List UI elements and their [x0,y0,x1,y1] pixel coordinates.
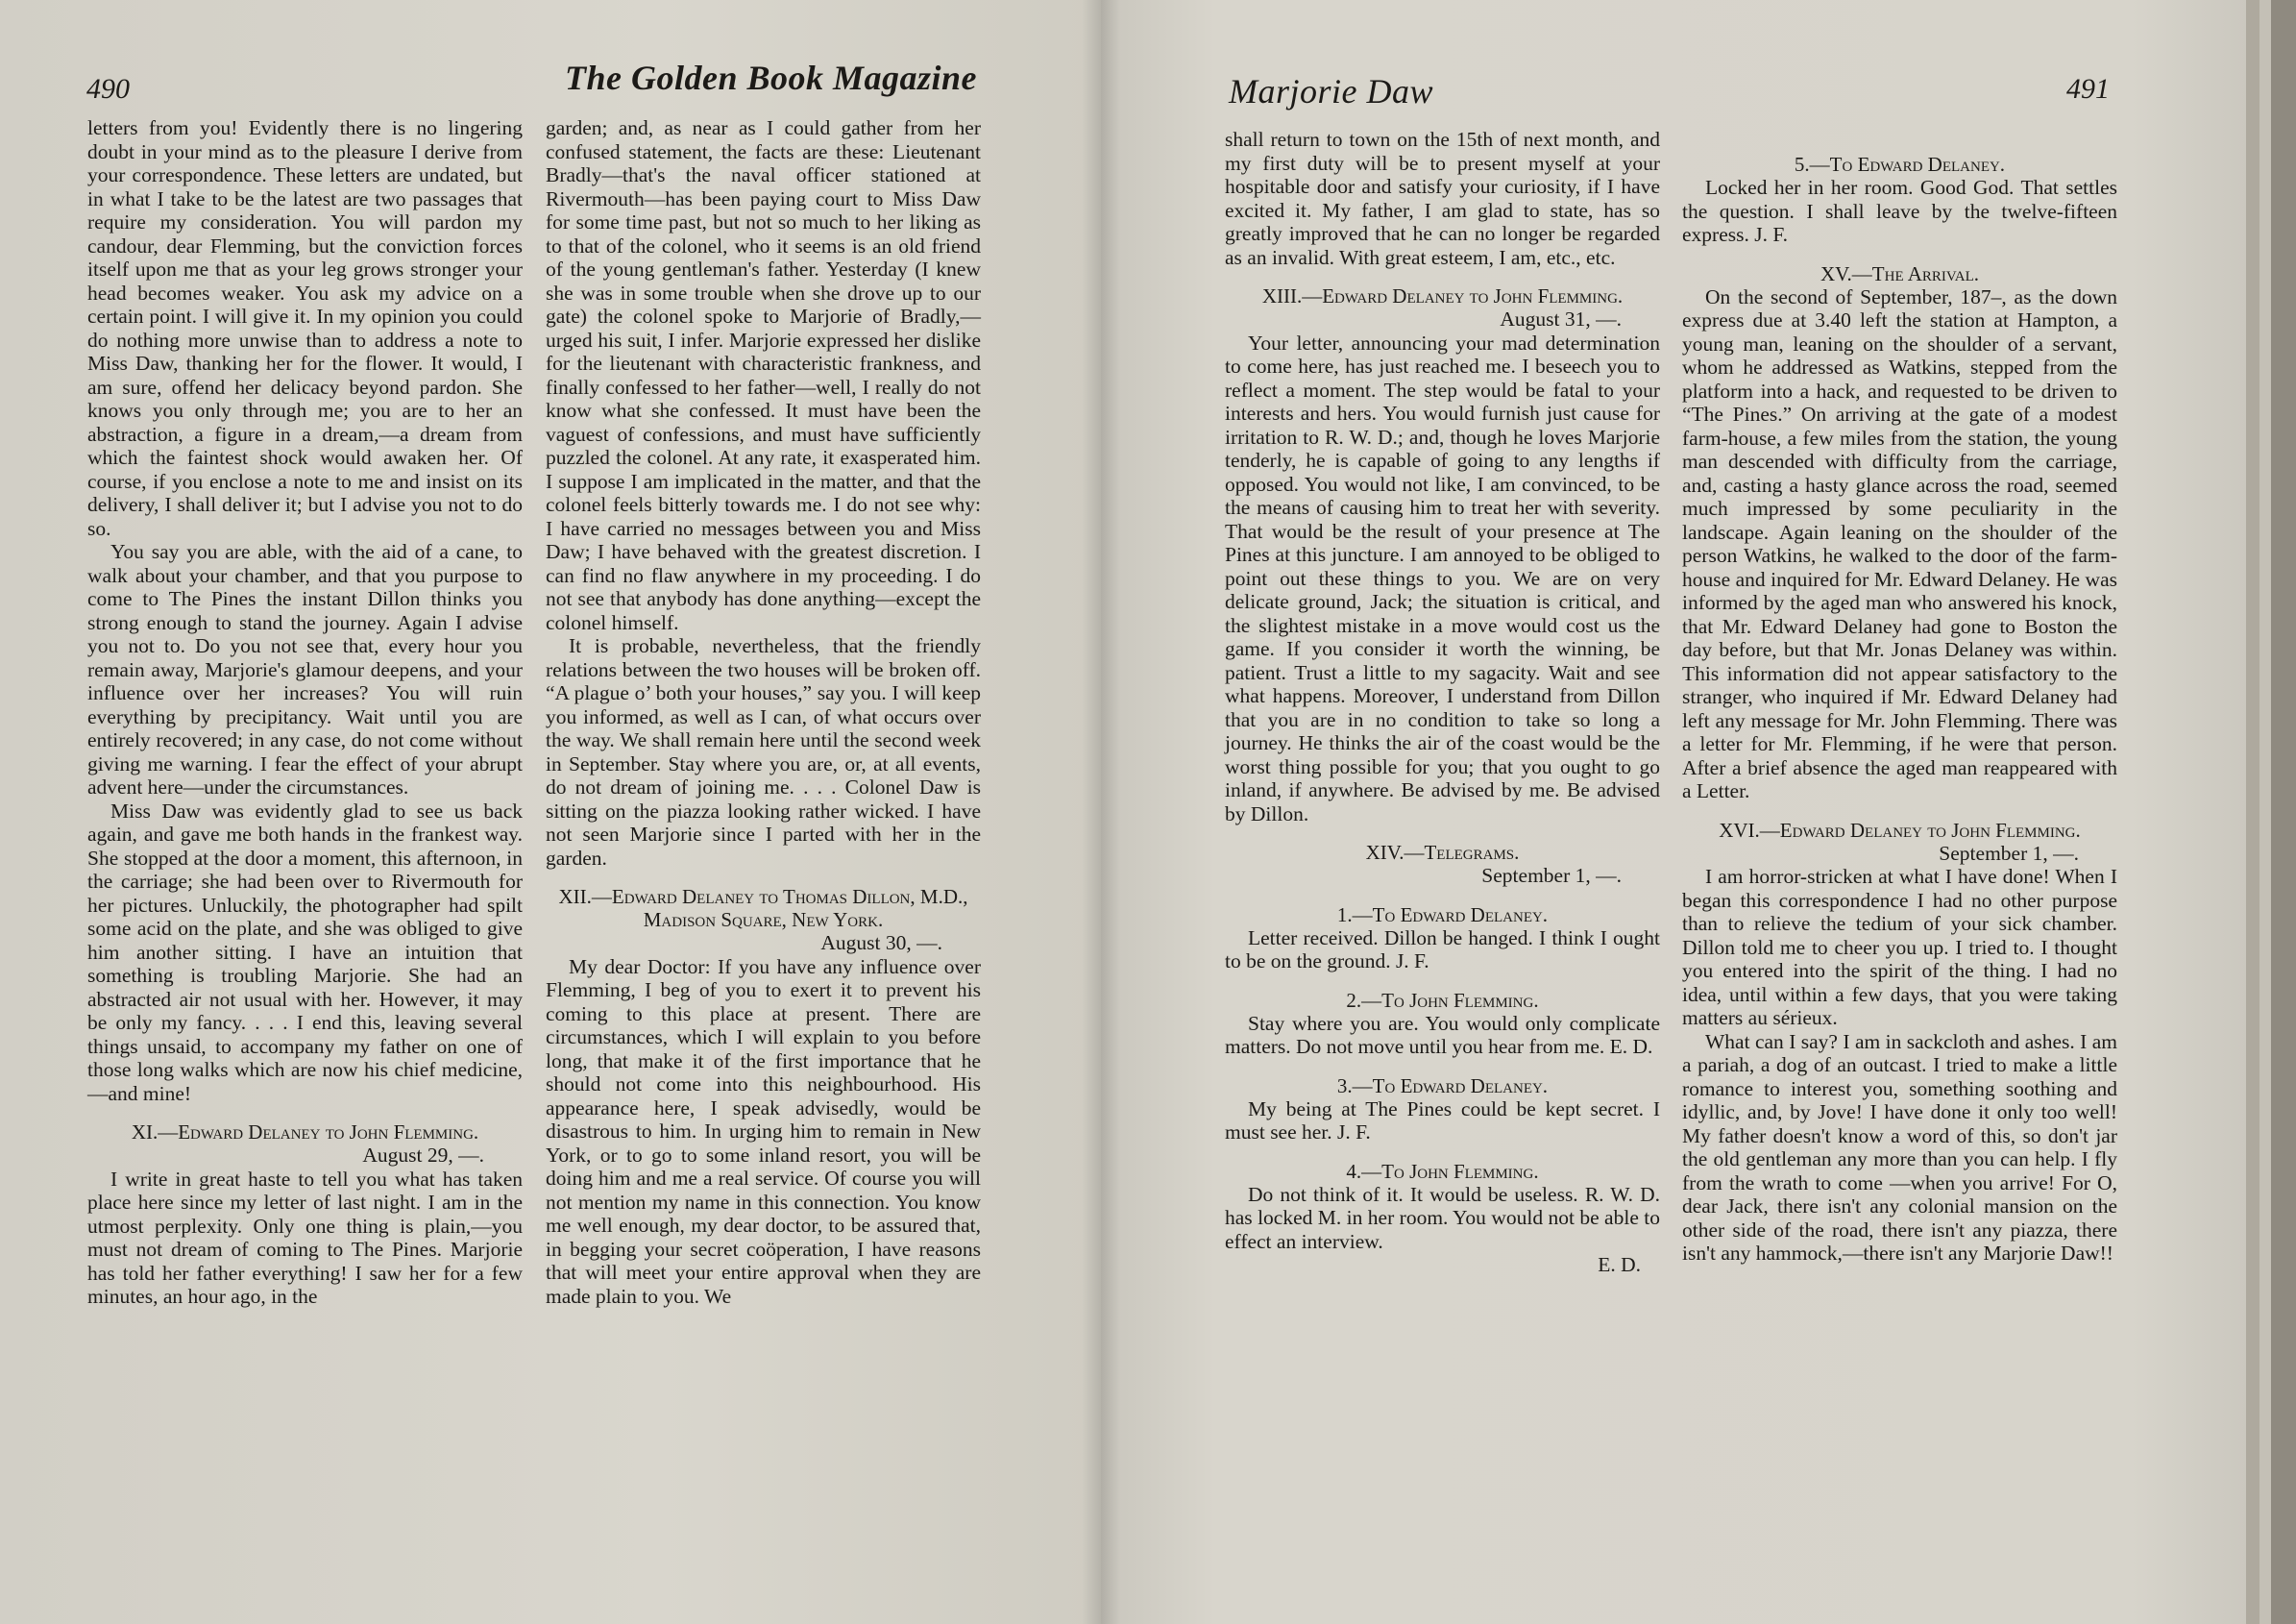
signature: E. D. [1598,1253,1641,1276]
page-edge [2246,0,2259,1624]
running-head-right: Marjorie Daw [1229,72,1433,111]
paragraph: Do not think of it. It would be useless. R. W. D. has locked M. in her room. You would not be able to effect an interview. [1225,1182,1660,1253]
paragraph: My dear Doctor: If you have any influence over Flemming, I beg of you to exert it to prevent his coming to this place at present. There are circumstances, which I will explain to you before long, that make it of the first importance that he should not come into this neighbourhood. His appearance here, I speak advisedly, would be disastrous to him. In urging him to remain in New York, or to go to some inland resort, you will be doing him and me a real service. Of course you will not mention my name in this connection. You know me well enough, my dear doctor, to be assured that, in begging your secret coöperation, I have reasons that will meet your entire approval when they are made plain to you. We [546,954,981,1308]
right-page-column-2 [1682,137,2117,1266]
running-head-left: The Golden Book Magazine [565,59,978,97]
letter-heading: XV.—The Arrival. [1820,261,1980,285]
letter-date: September 1, —. [1939,841,2079,865]
letter-date: September 1, —. [1481,864,1622,887]
paragraph: What can I say? I am in sackcloth and ashes. I am a pariah, a dog of an outcast. I tried to make a little romance to interest you, something soothing and idyllic, and, by Jove! I have done it only too well! My father doesn't know a word of this, so don't jar the old gentleman any more than you can help. I fly from the wrath to come —when you arrive! For O, dear Jack, there isn't any colonial mansion on the other side of the road, there isn't any piazza, there isn't any hammock,—there isn't any Marjorie Daw!! [1682,1029,2117,1265]
letter-heading: 5.—To Edward Delaney. [1794,153,2006,176]
letter-heading: XII.—Edward Delaney to Thomas Dillon, M.D., Madison Square, New York. [558,885,968,931]
letter-date: August 29, —. [362,1144,484,1167]
left-page-column-2 [546,116,981,1308]
right-page [1101,0,2246,1624]
paragraph: My being at The Pines could be kept secret. I must see her. J. F. [1225,1096,1660,1144]
book-gutter [1082,0,1120,1624]
page-number-left: 490 [86,73,130,105]
book-cover-edge [2271,0,2296,1624]
letter-heading: XI.—Edward Delaney to John Flemming. [131,1120,479,1144]
left-page [0,0,1101,1624]
letter-heading: XVI.—Edward Delaney to John Flemming. [1719,818,2081,842]
letter-date: August 31, —. [1500,308,1622,331]
paragraph: It is probable, nevertheless, that the friendly relations between the two houses will be broken off. “A plague o’ both your houses,” say you. I will keep you informed, as well as I can, of what occurs over the way. We shall remain here until the second week in September. Stay where you are, or, at all events, do not dream of joining me. . . . Colonel Daw is sitting on the piazza looking rather wicked. I have not seen Marjorie since I parted with her in the garden. [546,634,981,870]
letter-heading: 1.—To Edward Delaney. [1336,902,1549,926]
paragraph: I write in great haste to tell you what has taken place here since my letter of last night. I am in the utmost perplexity. Only one thing is plain,—you must not dream of coming to The Pines. Marjorie has told her father everything! I saw her for a few minutes, an hour ago, in the [87,1167,523,1308]
paragraph: garden; and, as near as I could gather from her confused statement, the facts are these: Lieutenant Bradly—that's the naval officer stationed at Rivermouth—has been paying court to Miss Daw for some time past, but not so much to her liking as to that of the colonel, who it seems is an old friend of the young gentleman's father. Yesterday (I knew she was in some trouble when she drove up to our gate) the colonel spoke to Marjorie of Bradly,—urged his suit, I infer. Marjorie expressed her dislike for the lieutenant with characteristic frankness, and finally confessed to her father—well, I really do not know what she confessed. It must have been the vaguest of confessions, and must have sufficiently puzzled the colonel. At any rate, it exasperated him. I suppose I am implicated in the matter, and that the colonel feels bitterly towards me. I do not see why: I have carried no messages between you and Miss Daw; I have behaved with the greatest discretion. I can find no flaw anywhere in my proceeding. I do not see that anybody has done anything—except the colonel himself. [546,116,981,634]
right-page-column-1 [1225,128,1660,1277]
paragraph: Your letter, announcing your mad determination to come here, has just reached me. I beseech you to reflect a moment. The step would be fatal to your interests and hers. You would furnish just cause for irritation to R. W. D.; and, though he loves Marjorie tenderly, he is capable of going to any lengths if opposed. You would not like, I am convinced, to be the means of causing him to treat her with severity. That would be the result of your presence at The Pines at this juncture. I am annoyed to be obliged to point out these things to you. We are on very delicate ground, Jack; the situation is critical, and the slightest mistake in a move would cost us the game. If you consider it worth the winning, be patient. Trust a little to my sagacity. Wait and see what happens. Moreover, I understand from Dillon that you are in no condition to take so long a journey. He thinks the air of the coast would be the worst thing possible for you; that you ought to go inland, if anywhere. Be advised by me. Be advised by Dillon. [1225,331,1660,825]
page-edge [2259,0,2271,1624]
letter-heading: 3.—To Edward Delaney. [1336,1073,1549,1097]
paragraph: Locked her in her room. Good God. That settles the question. I shall leave by the twelve-fifteen express. J. F. [1682,176,2117,246]
paragraph: Miss Daw was evidently glad to see us back again, and gave me both hands in the frankest way. She stopped at the door a moment, this afternoon, in the carriage; she had been over to Rivermouth for her pictures. Unluckily, the photographer had spilt some acid on the plate, and she was obliged to give him another sitting. I have an intuition that something is troubling Marjorie. She had an abstracted air not usual with her. However, it may be only my fancy. . . . I end this, leaving several things unsaid, to accompany my father on one of those long walks which are now his chief medicine,—and mine! [87,799,523,1105]
paragraph: On the second of September, 187–, as the down express due at 3.40 left the station at Hampton, a young man, leaning on the shoulder of a servant, whom he addressed as Watkins, stepped from the platform into a hack, and requested to be driven to “The Pines.” On arriving at the gate of a modest farm-house, a few miles from the station, the young man descended with difficulty from the carriage, and, casting a hasty glance across the road, seemed much impressed by some peculiarity in the landscape. Again leaning on the shoulder of the person Watkins, he walked to the door of the farm-house and inquired for Mr. Edward Delaney. He was informed by the aged man who answered his knock, that Mr. Edward Delaney had gone to Boston the day before, but that Mr. Jonas Delaney was within. This information did not appear satisfactory to the stranger, who inquired if Mr. Edward Delaney had left any message for Mr. John Flemming. There was a letter for Mr. Flemming, if he were that person. After a brief absence the aged man reappeared with a Letter. [1682,284,2117,802]
paragraph: letters from you! Evidently there is no lingering doubt in your mind as to the pleasure I derive from your correspondence. These letters are undated, but in what I take to be the latest are two passages that require my consideration. You will pardon my candour, dear Flemming, but the conviction forces itself upon me that as your leg grows stronger your head becomes weaker. You ask my advice on a certain point. I will give it. In my opinion you could do nothing more unwise than to address a note to Miss Daw, thanking her for the flower. It would, I am sure, offend her delicacy beyond pardon. She knows you only through me; you are to her an abstraction, a figure in a dream,—a dream from which the faintest shock would awaken her. Of course, if you enclose a note to me and insist on its delivery, I shall deliver it; but I advise you not to do so. [87,116,523,540]
letter-date: August 30, —. [820,931,942,954]
paragraph: You say you are able, with the aid of a cane, to walk about your chamber, and that you purpose to come to The Pines the instant Dillon thinks you strong enough to stand the journey. Again I advise you not to. Do you not see that, every hour you remain away, Marjorie's glamour deepens, and your influence over her increases? You will ruin everything by precipitancy. Wait until you are entirely recovered; in any case, do not come without giving me warning. I fear the effect of your abrupt advent here—under the circumstances. [87,540,523,799]
letter-heading: 2.—To John Flemming. [1346,988,1539,1012]
letter-heading: XIV.—Telegrams. [1365,841,1520,864]
paragraph: Stay where you are. You would only complicate matters. Do not move until you hear from me. E. D. [1225,1011,1660,1058]
paragraph: I am horror-stricken at what I have done! When I began this correspondence I had no other purpose than to relieve the tedium of your sick chamber. Dillon told me to cheer you up. I tried to. I thought you entered into the spirit of the thing. I had no idea, until within a few days, that you were taking matters au sérieux. [1682,865,2117,1029]
paragraph: shall return to town on the 15th of next month, and my first duty will be to present myself at your hospitable door and satisfy your curiosity, if I have excited it. My father, I am glad to state, has so greatly improved that he can no longer be regarded as an invalid. With great esteem, I am, etc., etc. [1225,128,1660,269]
left-page-column-1 [87,116,523,1309]
letter-heading: XIII.—Edward Delaney to John Flemming. [1261,284,1624,308]
letter-heading: 4.—To John Flemming. [1346,1159,1539,1183]
paragraph: Letter received. Dillon be hanged. I think I ought to be on the ground. J. F. [1225,925,1660,972]
page-number-right: 491 [2066,73,2110,105]
